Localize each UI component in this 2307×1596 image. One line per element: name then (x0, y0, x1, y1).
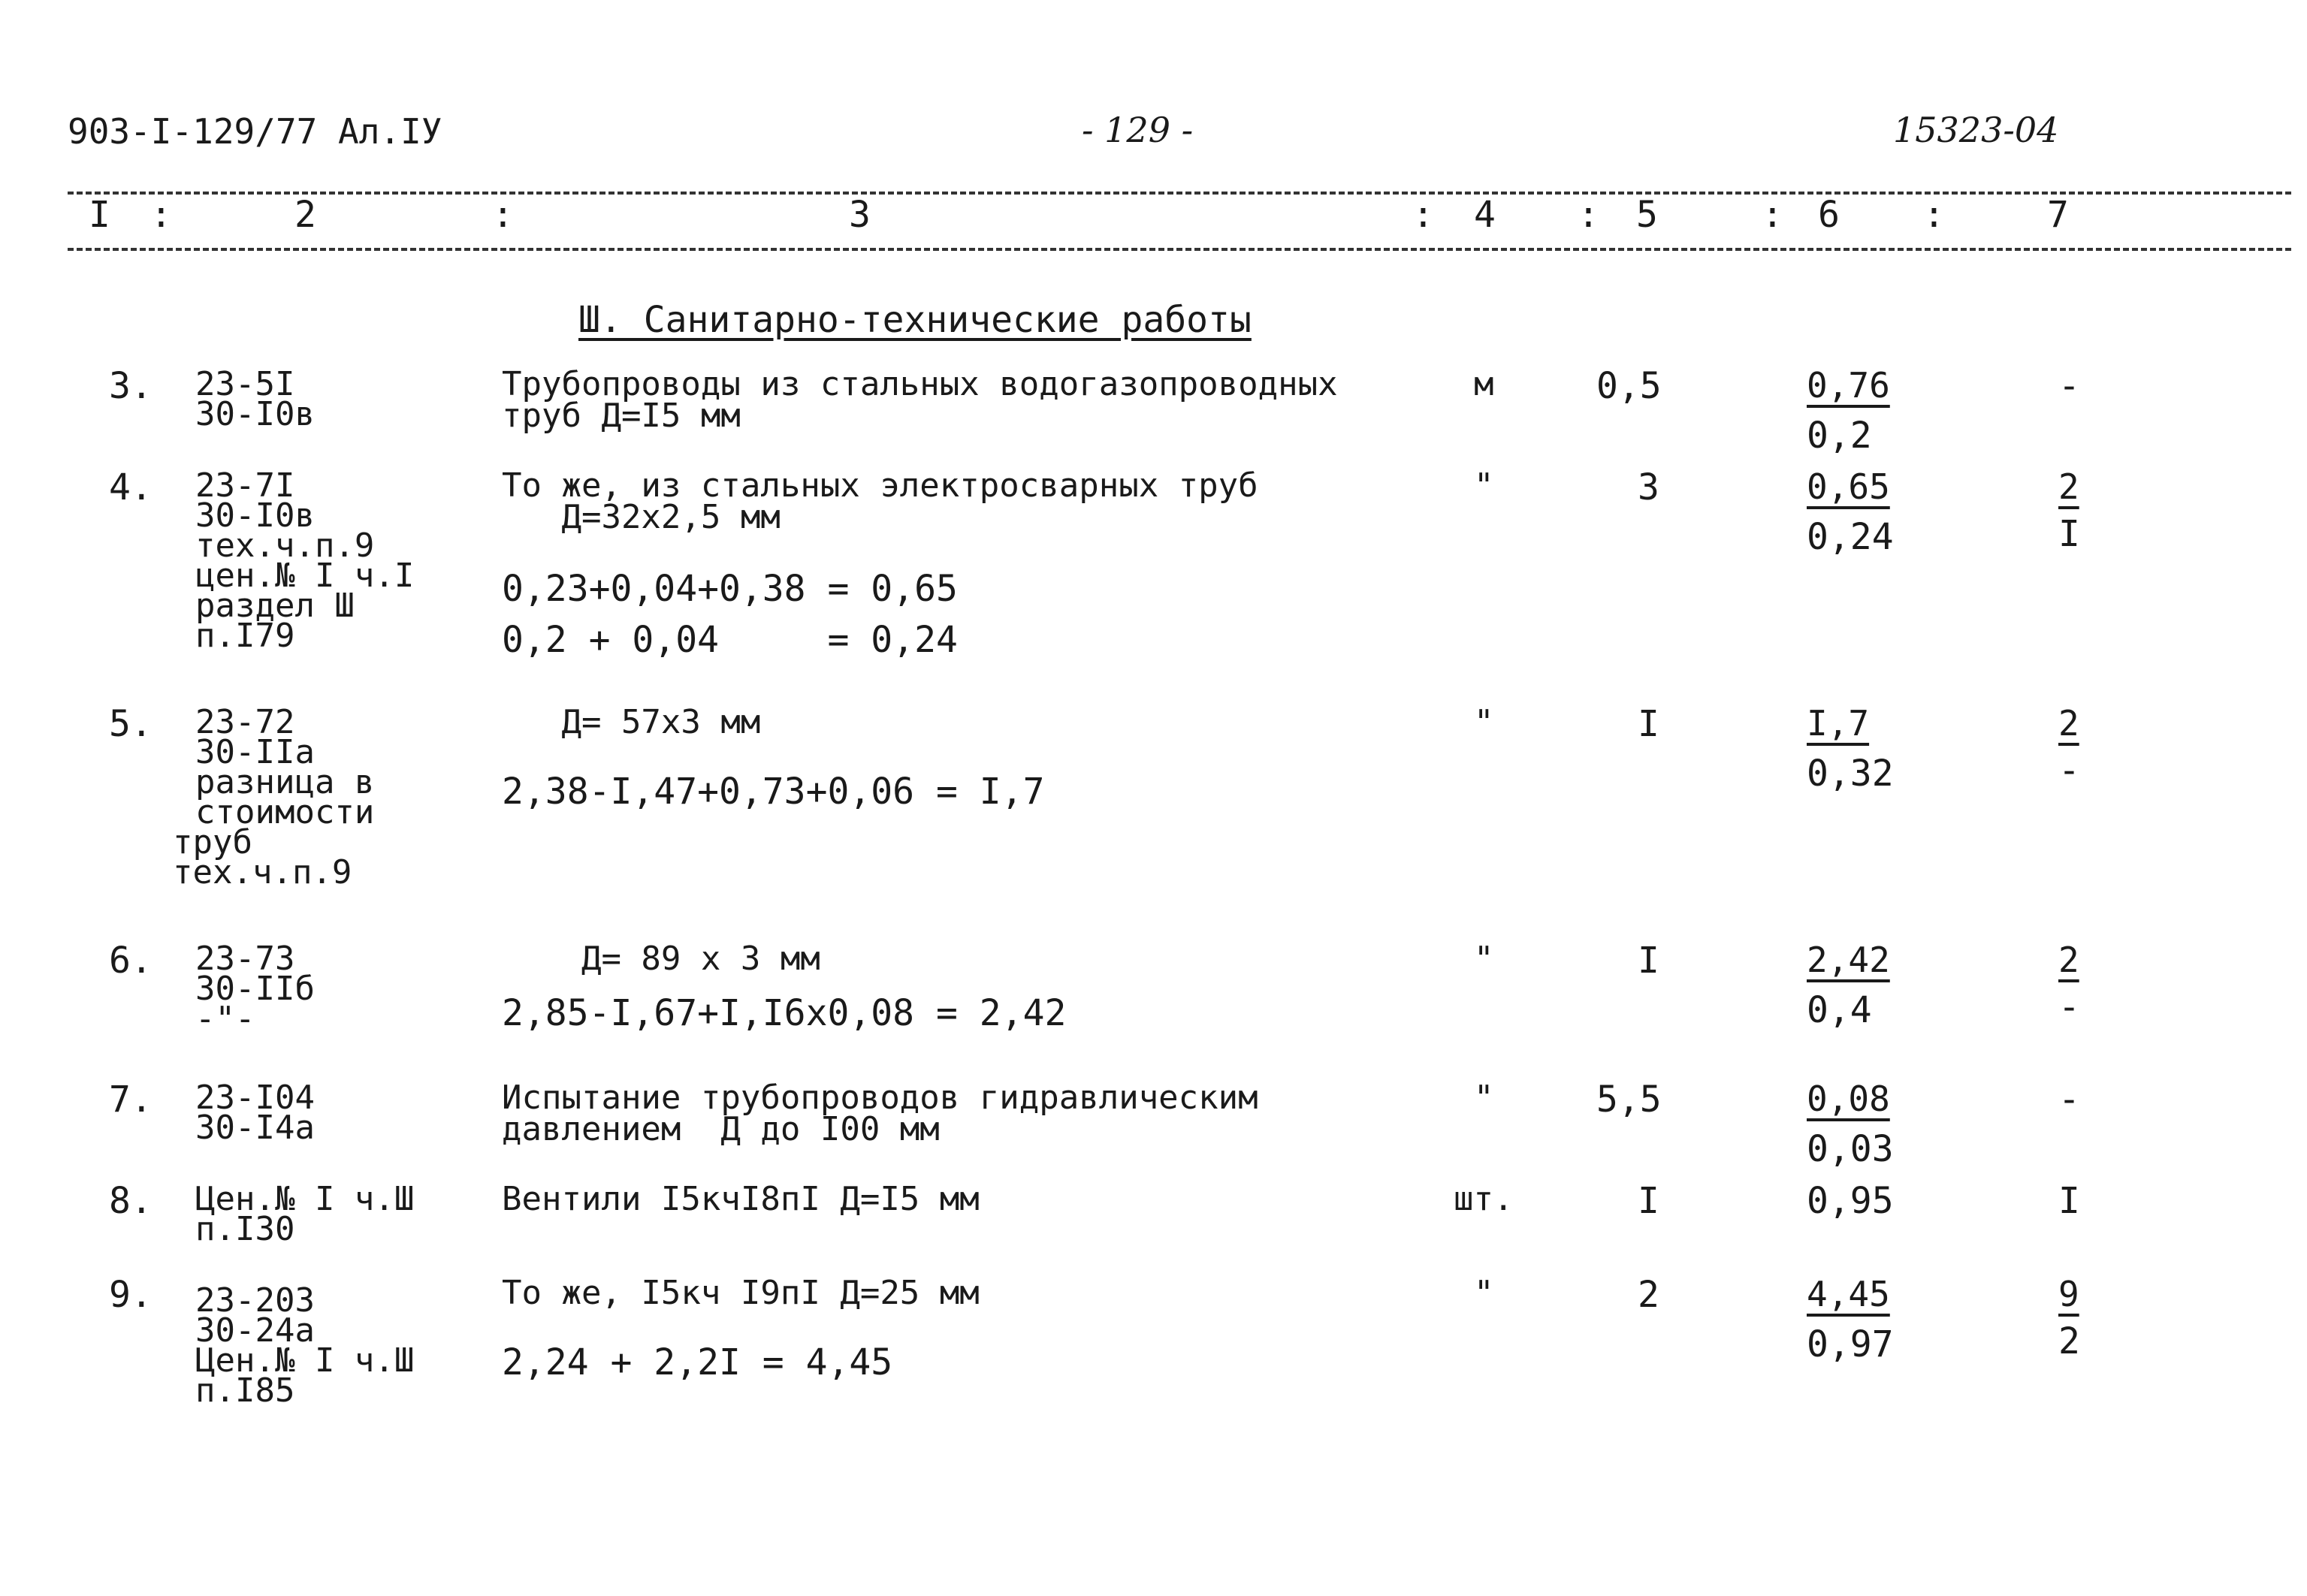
normative-reference: 30-24а (195, 1311, 315, 1350)
col6-value-bottom: 0,2 (1807, 415, 1872, 457)
column-separator: : (1412, 194, 1434, 236)
normative-reference: 23-5I (195, 365, 295, 403)
col6-value-bottom: 0,03 (1807, 1128, 1894, 1170)
row-number: 4. (109, 466, 152, 508)
normative-reference: тех.ч.п.9 (195, 526, 375, 565)
section-title: Ш. Санитарно-технические работы (578, 299, 1252, 341)
col6-value-top: 2,42 (1807, 940, 1890, 980)
work-description: То же, I5кч I9пI Д=25 мм (502, 1274, 980, 1312)
work-description: труб Д=I5 мм (502, 397, 741, 435)
work-description: Вентили I5кчI8пI Д=I5 мм (502, 1180, 980, 1218)
normative-reference: тех.ч.п.9 (173, 853, 352, 892)
col7-value-bottom: - (2058, 986, 2080, 1028)
normative-reference: разница в (195, 763, 375, 801)
col7-value-bottom: I (2058, 513, 2080, 555)
calculation-line: 0,2 + 0,04 = 0,24 (502, 619, 958, 661)
column-number-1: I (89, 194, 110, 236)
row-number: 6. (109, 940, 152, 982)
normative-reference: 23-72 (195, 703, 295, 741)
column-separator: : (150, 194, 172, 236)
header-bottom-rule (68, 248, 2291, 251)
col7-value-top: I (2058, 1180, 2080, 1222)
work-description: Д=32х2,5 мм (502, 498, 781, 536)
work-description: Испытание трубопроводов гидравлическим (502, 1079, 1258, 1117)
col6-value-bottom: 0,97 (1807, 1323, 1894, 1365)
normative-reference: Цен.№ I ч.Ш (195, 1180, 415, 1218)
column-number-5: 5 (1636, 194, 1658, 236)
normative-reference: п.I30 (195, 1210, 295, 1248)
column-separator: : (1578, 194, 1599, 236)
calculation-line: 2,38-I,47+0,73+0,06 = I,7 (502, 771, 1045, 813)
col6-value-top: 0,95 (1807, 1180, 1894, 1222)
normative-reference: 23-I04 (195, 1079, 315, 1117)
work-description: Д= 57х3 мм (502, 703, 761, 741)
row-number: 9. (109, 1274, 152, 1316)
work-description: Д= 89 х 3 мм (502, 940, 820, 978)
work-description: давлением Д до I00 мм (502, 1110, 940, 1148)
quantity-cell: 0,5 (1596, 365, 1662, 407)
column-number-6: 6 (1818, 194, 1840, 236)
unit-cell: " (1474, 1079, 1494, 1117)
column-number-4: 4 (1474, 194, 1496, 236)
col6-value-top: 0,08 (1807, 1079, 1890, 1119)
col7-value-top: 2 (2058, 466, 2079, 507)
unit-cell: " (1474, 940, 1494, 978)
normative-reference: п.I85 (195, 1371, 295, 1410)
normative-reference: 30-IIб (195, 970, 315, 1008)
column-number-7: 7 (2047, 194, 2069, 236)
work-description: То же, из стальных электросварных труб (502, 466, 1258, 505)
col7-value-top: 9 (2058, 1274, 2079, 1314)
col6-value-top: 4,45 (1807, 1274, 1890, 1314)
col6-value-top: 0,65 (1807, 466, 1890, 507)
column-number-3: 3 (849, 194, 871, 236)
col7-value-top: - (2058, 1079, 2080, 1121)
unit-cell: м (1474, 365, 1494, 403)
calculation-line: 0,23+0,04+0,38 = 0,65 (502, 568, 958, 610)
normative-reference: п.I79 (195, 617, 295, 655)
row-number: 8. (109, 1180, 152, 1222)
unit-cell: " (1474, 1274, 1494, 1312)
column-separator: : (1923, 194, 1945, 236)
normative-reference: 23-73 (195, 940, 295, 978)
normative-reference: 23-7I (195, 466, 295, 505)
unit-cell: " (1474, 466, 1494, 505)
normative-reference: 23-203 (195, 1281, 315, 1320)
normative-reference: 30-I0в (195, 395, 315, 433)
col6-value-bottom: 0,4 (1807, 989, 1872, 1031)
normative-reference: раздел Ш (195, 587, 355, 625)
normative-reference: -"- (195, 1000, 255, 1038)
col6-value-bottom: 0,24 (1807, 516, 1894, 558)
column-number-2: 2 (294, 194, 316, 236)
col6-value-top: I,7 (1807, 703, 1870, 744)
normative-reference: 30-I0в (195, 496, 315, 535)
row-number: 3. (109, 365, 152, 407)
quantity-cell: I (1638, 940, 1659, 982)
row-number: 5. (109, 703, 152, 745)
column-separator: : (1762, 194, 1783, 236)
col6-value-top: 0,76 (1807, 365, 1890, 406)
quantity-cell: I (1638, 703, 1659, 745)
col7-value-bottom: 2 (2058, 1320, 2080, 1362)
normative-reference: стоимости (195, 793, 375, 831)
document-code: 903-I-129/77 Ал.IУ (68, 111, 442, 152)
normative-reference: цен.№ I ч.I (195, 557, 415, 595)
col7-value-top: - (2058, 365, 2080, 407)
normative-reference: 30-IIа (195, 733, 315, 771)
quantity-cell: I (1638, 1180, 1659, 1222)
quantity-cell: 2 (1638, 1274, 1659, 1316)
normative-reference: Цен.№ I ч.Ш (195, 1341, 415, 1380)
column-separator: : (492, 194, 514, 236)
quantity-cell: 5,5 (1596, 1079, 1662, 1121)
normative-reference: 30-I4а (195, 1109, 315, 1147)
normative-reference: труб (173, 823, 252, 861)
col7-value-top: 2 (2058, 940, 2079, 980)
unit-cell: " (1474, 703, 1494, 741)
page-number: - 129 - (1082, 110, 1194, 150)
quantity-cell: 3 (1638, 466, 1659, 508)
col7-value-top: 2 (2058, 703, 2079, 744)
row-number: 7. (109, 1079, 152, 1121)
col7-value-bottom: - (2058, 750, 2080, 792)
calculation-line: 2,85-I,67+I,I6х0,08 = 2,42 (502, 992, 1067, 1034)
unit-cell: шт. (1454, 1180, 1514, 1218)
col6-value-bottom: 0,32 (1807, 753, 1894, 795)
work-description: Трубопроводы из стальных водогазопроводных (502, 365, 1338, 403)
inventory-number: 15323-04 (1893, 110, 2059, 150)
calculation-line: 2,24 + 2,2I = 4,45 (502, 1341, 893, 1383)
header-top-rule (68, 192, 2291, 195)
